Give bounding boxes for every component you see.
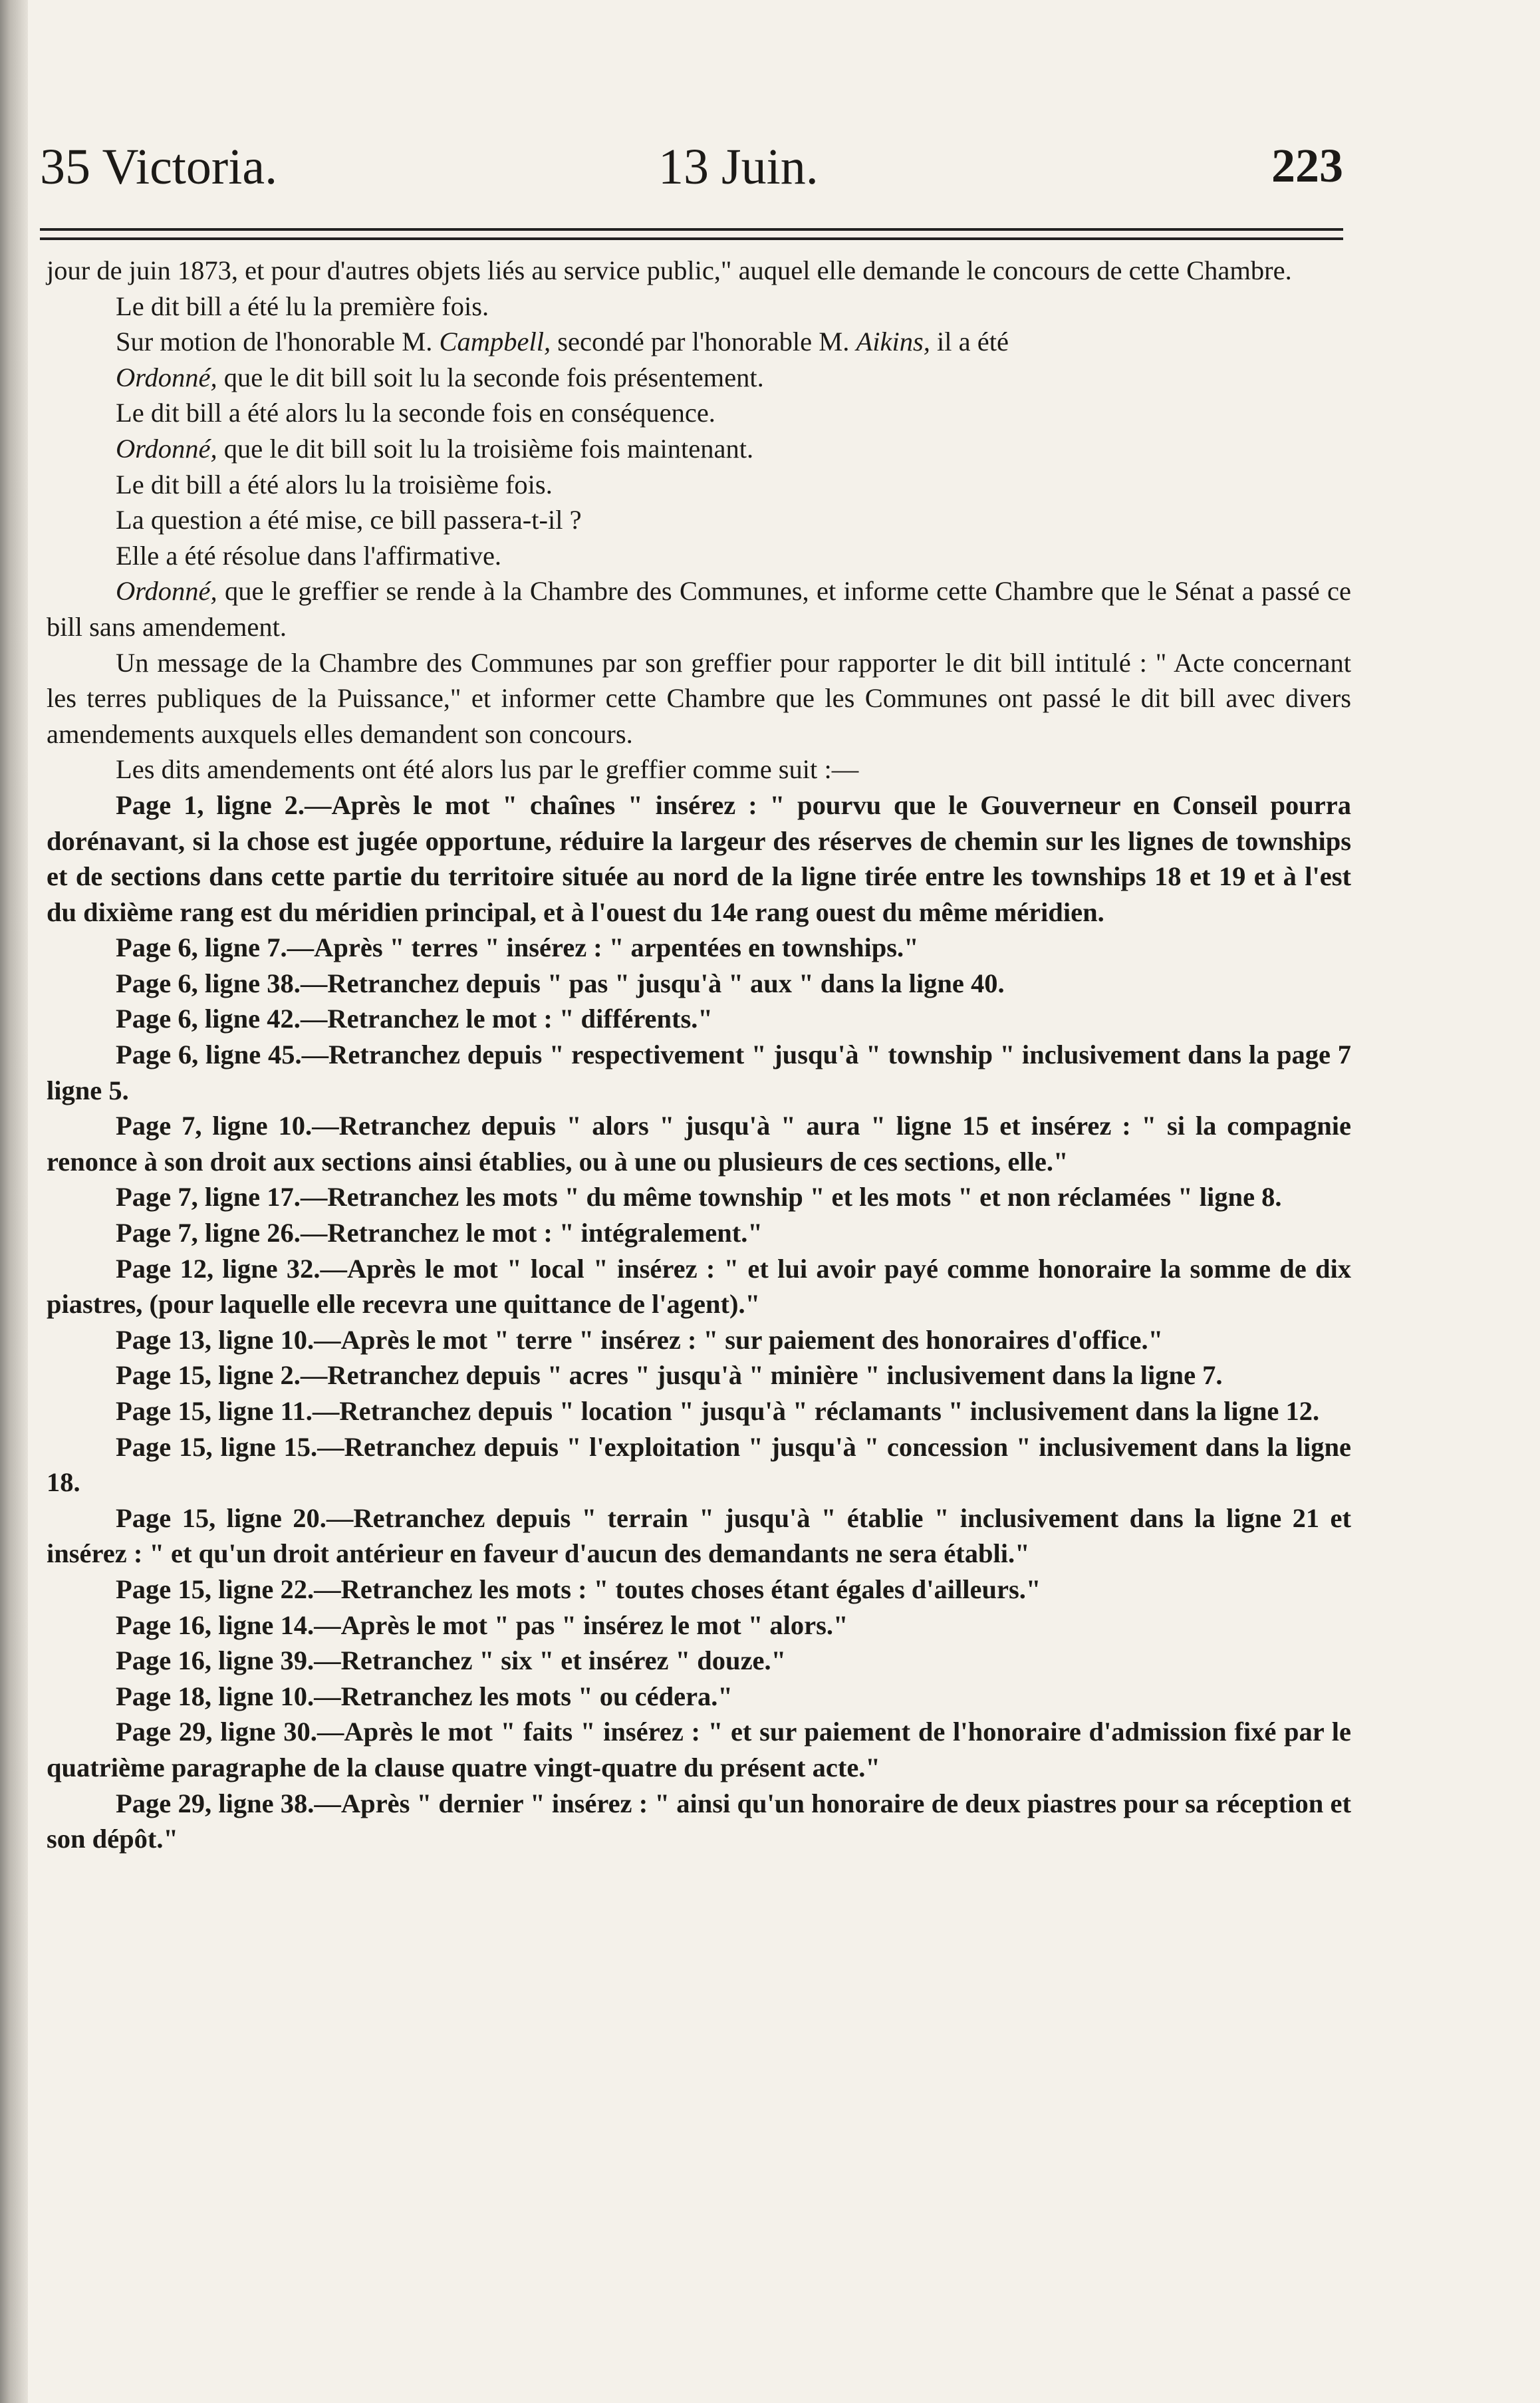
amendment-item: Page 13, ligne 10.—Après le mot " terre " insérez : " sur paiement des honoraires d'office." bbox=[116, 1324, 1164, 1355]
paragraph: Un message de la Chambre des Communes par son greffier pour rapporter le dit bill intitulé : " Acte concernant les terres publiques de la Puissance," et informer cette Chambre que les Communes ont passé le dit bill avec divers amendements auxquels elles demandent son concours. bbox=[47, 647, 1351, 749]
amendment-item: Page 15, ligne 11.—Retranchez depuis " location " jusqu'à " réclamants " inclusivement dans la ligne 12. bbox=[116, 1396, 1320, 1426]
paragraph: Les dits amendements ont été alors lus par le greffier comme suit :— bbox=[116, 754, 859, 785]
amendment-item: Page 7, ligne 26.—Retranchez le mot : " intégralement." bbox=[116, 1218, 763, 1248]
amendment-item: Page 29, ligne 30.—Après le mot " faits " insérez : " et sur paiement de l'honoraire d'admission fixé par le quatrième paragraphe de la clause quatre vingt-quatre du présent acte." bbox=[47, 1717, 1351, 1782]
amendment-item: Page 29, ligne 38.—Après " dernier " insérez : " ainsi qu'un honoraire de deux piastres pour sa réception et son dépôt." bbox=[47, 1788, 1351, 1854]
amendment-item: Page 7, ligne 10.—Retranchez depuis " alors " jusqu'à " aura " ligne 15 et insérez : " si la compagnie renonce à son droit aux sections ainsi établies, ou à une ou plusieurs de ces sections, elle." bbox=[47, 1111, 1351, 1177]
paragraph: Le dit bill a été alors lu la seconde fois en conséquence. bbox=[116, 398, 715, 428]
amendment-item: Page 16, ligne 39.—Retranchez " six " et insérez " douze." bbox=[116, 1645, 787, 1676]
amendment-item: Page 1, ligne 2.—Après le mot " chaînes " insérez : " pourvu que le Gouverneur en Conseil pourra dorénavant, si la chose est jugée opportune, réduire la largeur des réserves de chemin sur les lignes de townships et de sections dans cette partie du territoire située au nord de la ligne tirée entre les townships 18 et 19 et à l'est du dixième rang est du méridien principal, et à l'ouest du 14e rang ouest du même méridien. bbox=[47, 789, 1351, 927]
page-number: 223 bbox=[1271, 139, 1343, 192]
amendment-item: Page 18, ligne 10.—Retranchez les mots " ou cédera." bbox=[116, 1681, 733, 1711]
paragraph: Sur motion de l'honorable M. Campbell, secondé par l'honorable M. Aikins, il a été bbox=[116, 327, 1009, 357]
amendment-item: Page 15, ligne 20.—Retranchez depuis " terrain " jusqu'à " établie " inclusivement dans la ligne 21 et insérez : " et qu'un droit antérieur en faveur d'aucun des demandants ne sera établi." bbox=[47, 1502, 1351, 1569]
header-rule-top bbox=[40, 228, 1343, 231]
amendment-item: Page 16, ligne 14.—Après le mot " pas " insérez le mot " alors." bbox=[116, 1610, 848, 1640]
amendment-item: Page 15, ligne 15.—Retranchez depuis " l'exploitation " jusqu'à " concession " inclusivement dans la ligne 18. bbox=[47, 1431, 1351, 1498]
header-session: 35 Victoria. bbox=[40, 139, 278, 195]
amendment-item: Page 6, ligne 38.—Retranchez depuis " pas " jusqu'à " aux " dans la ligne 40. bbox=[116, 968, 1005, 998]
body-text bbox=[47, 253, 1351, 1857]
paragraph: Ordonné, que le greffier se rende à la Chambre des Communes, et informe cette Chambre que le Sénat a passé ce bill sans amendement. bbox=[47, 576, 1351, 642]
paragraph: Ordonné, que le dit bill soit lu la troisième fois maintenant. bbox=[116, 433, 754, 464]
running-header bbox=[40, 138, 1343, 205]
paragraph: Le dit bill a été alors lu la troisième fois. bbox=[116, 469, 553, 499]
paragraph: La question a été mise, ce bill passera-t-il ? bbox=[116, 505, 582, 535]
paragraph: Elle a été résolue dans l'affirmative. bbox=[116, 540, 502, 571]
amendment-item: Page 15, ligne 22.—Retranchez les mots : " toutes choses étant égales d'ailleurs." bbox=[116, 1574, 1041, 1604]
amendment-item: Page 12, ligne 32.—Après le mot " local " insérez : " et lui avoir payé comme honoraire la somme de dix piastres, (pour laquelle elle recevra une quittance de l'agent)." bbox=[47, 1253, 1351, 1320]
header-rule-bottom bbox=[40, 237, 1343, 240]
amendment-item: Page 15, ligne 2.—Retranchez depuis " acres " jusqu'à " minière " inclusivement dans la ligne 7. bbox=[116, 1360, 1223, 1391]
paragraph: Le dit bill a été lu la première fois. bbox=[116, 291, 489, 321]
header-date: 13 Juin. bbox=[658, 139, 819, 195]
paragraph: jour de juin 1873, et pour d'autres objets liés au service public," auquel elle demande le concours de cette Chambre. bbox=[47, 255, 1292, 285]
binding-shadow bbox=[0, 0, 28, 2403]
amendment-item: Page 6, ligne 42.—Retranchez le mot : " différents." bbox=[116, 1004, 713, 1034]
amendment-item: Page 6, ligne 7.—Après " terres " insérez : " arpentées en townships." bbox=[116, 932, 919, 963]
amendment-item: Page 6, ligne 45.—Retranchez depuis " respectivement " jusqu'à " township " inclusivement dans la page 7 ligne 5. bbox=[47, 1040, 1351, 1105]
paragraph: Ordonné, que le dit bill soit lu la seconde fois présentement. bbox=[116, 362, 764, 392]
amendment-item: Page 7, ligne 17.—Retranchez les mots " du même township " et les mots " et non réclamées " ligne 8. bbox=[116, 1182, 1282, 1212]
